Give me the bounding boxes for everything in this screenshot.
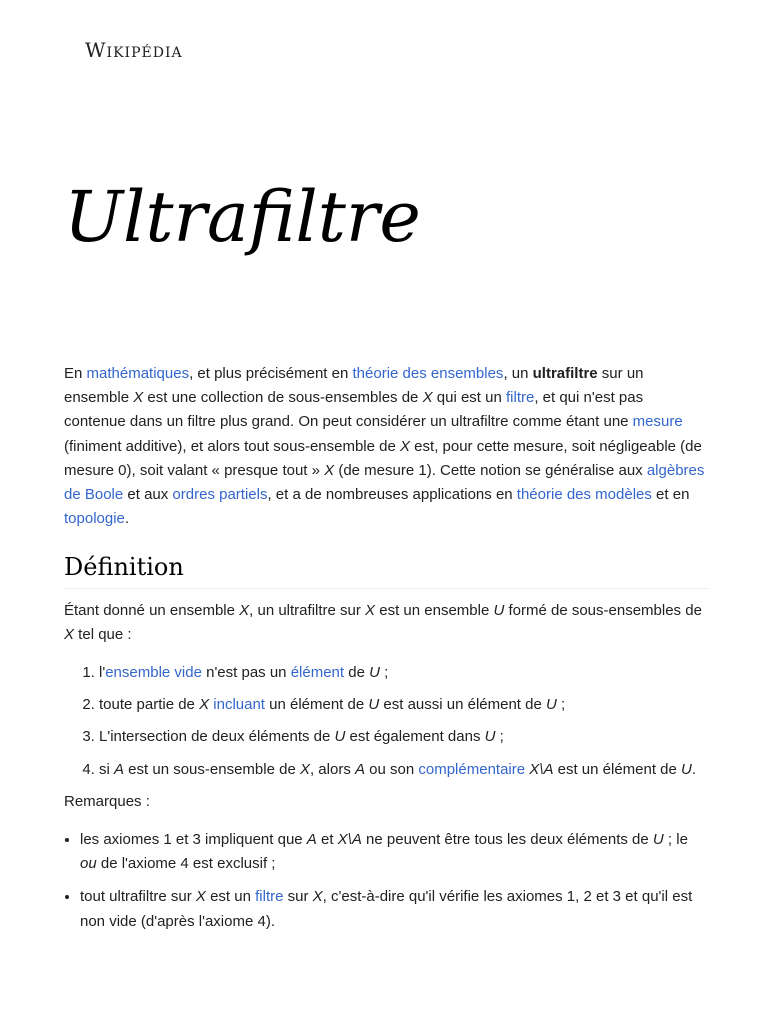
text: (de mesure 1). Cette notion se généralise aux — [334, 461, 647, 479]
text: n'est pas un — [201, 664, 291, 682]
text: , un ultrafiltre sur — [249, 601, 366, 619]
list-item — [99, 661, 708, 685]
text: (finiment additive), et alors tout sous-ensemble de — [64, 437, 400, 455]
wikipedia-logo[interactable]: Wikipédia — [85, 38, 183, 62]
term-ultrafiltre: ultrafiltre — [532, 365, 598, 382]
text: ; — [379, 664, 389, 682]
text: est une collection de sous-ensembles de — [143, 389, 423, 407]
math-var: U — [334, 728, 346, 746]
link-topologie[interactable]: topologie — [64, 510, 125, 528]
list-item — [99, 758, 708, 782]
list-item — [80, 828, 708, 876]
article-body — [64, 362, 708, 943]
link-mesure[interactable]: mesure — [632, 413, 683, 431]
text: , et plus précisément en — [189, 365, 353, 382]
math-var: A — [354, 760, 365, 778]
list-item — [80, 885, 708, 933]
remarks-label: Remarques : — [64, 792, 150, 810]
text: est, pour cette mesure, soit négligeable (de mesure 0), soit valant « presque tout » — [64, 437, 702, 479]
text: si — [99, 760, 114, 778]
text: ou son — [365, 760, 419, 778]
math-var: X — [199, 696, 210, 714]
text: toute partie de — [99, 696, 200, 714]
math-var: X — [365, 601, 376, 619]
math-var: U — [368, 696, 380, 714]
math-var: X — [239, 601, 250, 619]
text: est un sous-ensemble de — [124, 760, 300, 778]
link-ordres-partiels[interactable]: ordres partiels — [172, 486, 268, 504]
link-mathematiques[interactable]: mathématiques — [86, 365, 190, 382]
list-item — [99, 693, 708, 717]
link-complementaire[interactable]: complémentaire — [418, 760, 526, 778]
math-var: U — [493, 601, 505, 619]
text: est un — [205, 888, 256, 906]
text: tel que : — [74, 625, 132, 643]
math-var: U — [484, 728, 496, 746]
math-var: U — [369, 664, 380, 682]
text: les axiomes 1 et 3 impliquent que — [80, 831, 307, 849]
page-title: Ultrafiltre — [64, 176, 421, 258]
text: , c'est-à-dire qu'il vérifie les axiomes 1, 2 et 3 et qu'il est non vide (d'après l'axiome 4). — [80, 888, 693, 930]
math-var: X — [400, 437, 411, 455]
math-var: A — [306, 831, 317, 849]
text: ; — [495, 728, 504, 746]
text: est un élément de — [553, 760, 682, 778]
link-theorie-des-ensembles[interactable]: théorie des ensembles — [352, 365, 504, 382]
definition-paragraph — [64, 599, 708, 647]
text: ; — [556, 696, 566, 714]
math-var: X — [324, 461, 335, 479]
math-var: U — [545, 696, 557, 714]
math-var: X — [133, 389, 144, 407]
link-incluant[interactable]: incluant — [213, 696, 265, 714]
text: ; le — [663, 831, 688, 849]
text: . — [124, 510, 130, 528]
math-var: A — [114, 760, 125, 778]
text: est également dans — [345, 728, 485, 746]
math-var: X — [64, 625, 75, 643]
math-var: X — [195, 888, 206, 906]
text: . — [691, 760, 697, 778]
math-var: X\A — [337, 831, 362, 849]
text: sur un ensemble — [64, 365, 644, 407]
text: de — [344, 664, 370, 682]
text: un élément de — [264, 696, 369, 714]
text: formé de sous-ensembles de — [504, 601, 702, 619]
text: de l'axiome 4 est exclusif ; — [96, 855, 276, 873]
math-var: U — [681, 760, 692, 778]
text: , et a de nombreuses applications en — [267, 486, 517, 504]
math-var: U — [652, 831, 664, 849]
link-ensemble-vide[interactable]: ensemble vide — [105, 664, 202, 682]
link-filtre[interactable]: filtre — [255, 888, 284, 906]
text: et — [316, 831, 338, 849]
text: En — [64, 365, 87, 382]
text: ne peuvent être tous les deux éléments de — [361, 831, 653, 849]
link-element[interactable]: élément — [290, 664, 345, 682]
link-algebres-de-boole[interactable]: algèbres de Boole — [64, 461, 705, 504]
section-heading-definition[interactable]: Définition — [64, 555, 708, 588]
axiom-list — [64, 661, 708, 782]
text: Étant donné un ensemble — [64, 601, 240, 619]
link-theorie-des-modeles[interactable]: théorie des modèles — [516, 486, 652, 504]
text: , et qui n'est pas contenue dans un filtre plus grand. On peut considérer un ultrafiltre comme étant une — [64, 389, 644, 431]
text: , un — [503, 365, 533, 382]
math-var: X — [299, 760, 310, 778]
text: est un ensemble — [375, 601, 494, 619]
text: qui est un — [432, 389, 506, 407]
text: sur — [283, 888, 313, 906]
remarks-list — [64, 828, 708, 934]
math-var: ou — [80, 855, 97, 873]
math-var: X — [422, 389, 433, 407]
text: L'intersection de deux éléments de — [99, 728, 335, 746]
text: l' — [99, 664, 106, 682]
math-var: X — [312, 888, 323, 906]
text: tout ultrafiltre sur — [80, 888, 196, 906]
link-filtre[interactable]: filtre — [505, 389, 535, 407]
text: et en — [651, 486, 690, 504]
list-item — [99, 725, 708, 749]
math-var: X\A — [529, 760, 554, 778]
text: , alors — [309, 760, 355, 778]
text: est aussi un élément de — [379, 696, 546, 714]
text: et aux — [123, 486, 173, 504]
intro-paragraph — [64, 362, 708, 531]
